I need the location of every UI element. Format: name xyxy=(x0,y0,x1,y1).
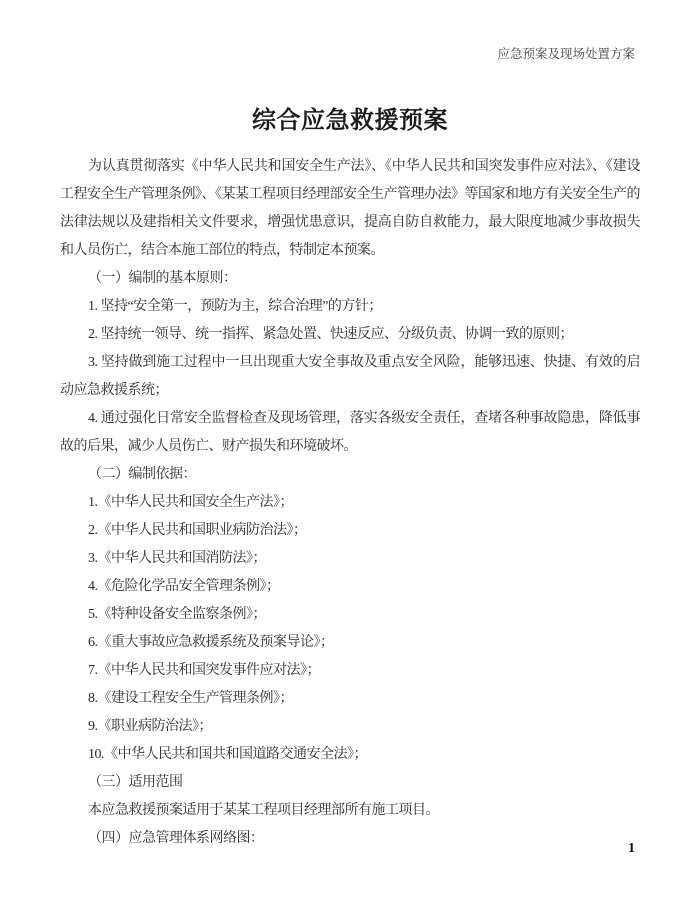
section-heading-network: （四）应急管理体系网络图： xyxy=(88,831,264,846)
basis-item-2: 2.《中华人民共和国职业病防治法》； xyxy=(88,523,307,538)
intro-paragraph: 为认真贯彻落实《中华人民共和国安全生产法》、《中华人民共和国突发事件应对法》、《建设工程安全生产管理条例》、《某某工程项目经理部安全生产管理办法》等国家和地方有关安全生产的法律法规以及建指相关文件要求，增强忧患意识，提高自防自救能力，最大限度地减少事故损失和人员伤亡，结合本施工部位的特点，特制定本预案。 xyxy=(60,159,640,258)
principle-item-1: 1. 坚持“安全第一，预防为主，综合治理”的方针； xyxy=(88,299,382,314)
section-heading-basis: （二）编制依据： xyxy=(88,467,196,482)
principle-item-3: 3. 坚持做到施工过程中一旦出现重大安全事故及重点安全风险，能够迅速、快捷、有效的启动应急救援系统； xyxy=(60,355,640,398)
page-number: 1 xyxy=(628,841,635,856)
principle-item-2: 2. 坚持统一领导、统一指挥、紧急处置、快速反应、分级负责、协调一致的原则； xyxy=(88,327,573,342)
basis-item-10: 10.《中华人民共和国共和国道路交通安全法》； xyxy=(88,747,367,762)
basis-item-1: 1.《中华人民共和国安全生产法》； xyxy=(88,495,293,510)
section-heading-scope: （三）适用范围 xyxy=(88,775,183,790)
section-heading-principles: （一）编制的基本原则： xyxy=(88,271,237,286)
document-body xyxy=(60,153,640,853)
basis-item-5: 5.《特种设备安全监察条例》； xyxy=(88,607,266,622)
basis-item-7: 7.《中华人民共和国突发事件应对法》； xyxy=(88,663,320,678)
document-title: 综合应急救援预案 xyxy=(252,107,448,135)
basis-item-3: 3.《中华人民共和国消防法》； xyxy=(88,551,266,566)
principle-item-4: 4. 通过强化日常安全监督检查及现场管理，落实各级安全责任，查堵各种事故隐患，降低事故的后果，减少人员伤亡、财产损失和环境破坏。 xyxy=(60,411,640,454)
scope-paragraph: 本应急救援预案适用于某某工程项目经理部所有施工项目。 xyxy=(88,803,439,818)
basis-item-8: 8.《建设工程安全生产管理条例》； xyxy=(88,691,293,706)
basis-item-6: 6.《重大事故应急救援系统及预案导论》； xyxy=(88,635,334,650)
basis-item-4: 4.《危险化学品安全管理条例》； xyxy=(88,579,280,594)
running-header: 应急预案及现场处置方案 xyxy=(497,47,635,61)
basis-item-9: 9.《职业病防治法》； xyxy=(88,719,212,734)
